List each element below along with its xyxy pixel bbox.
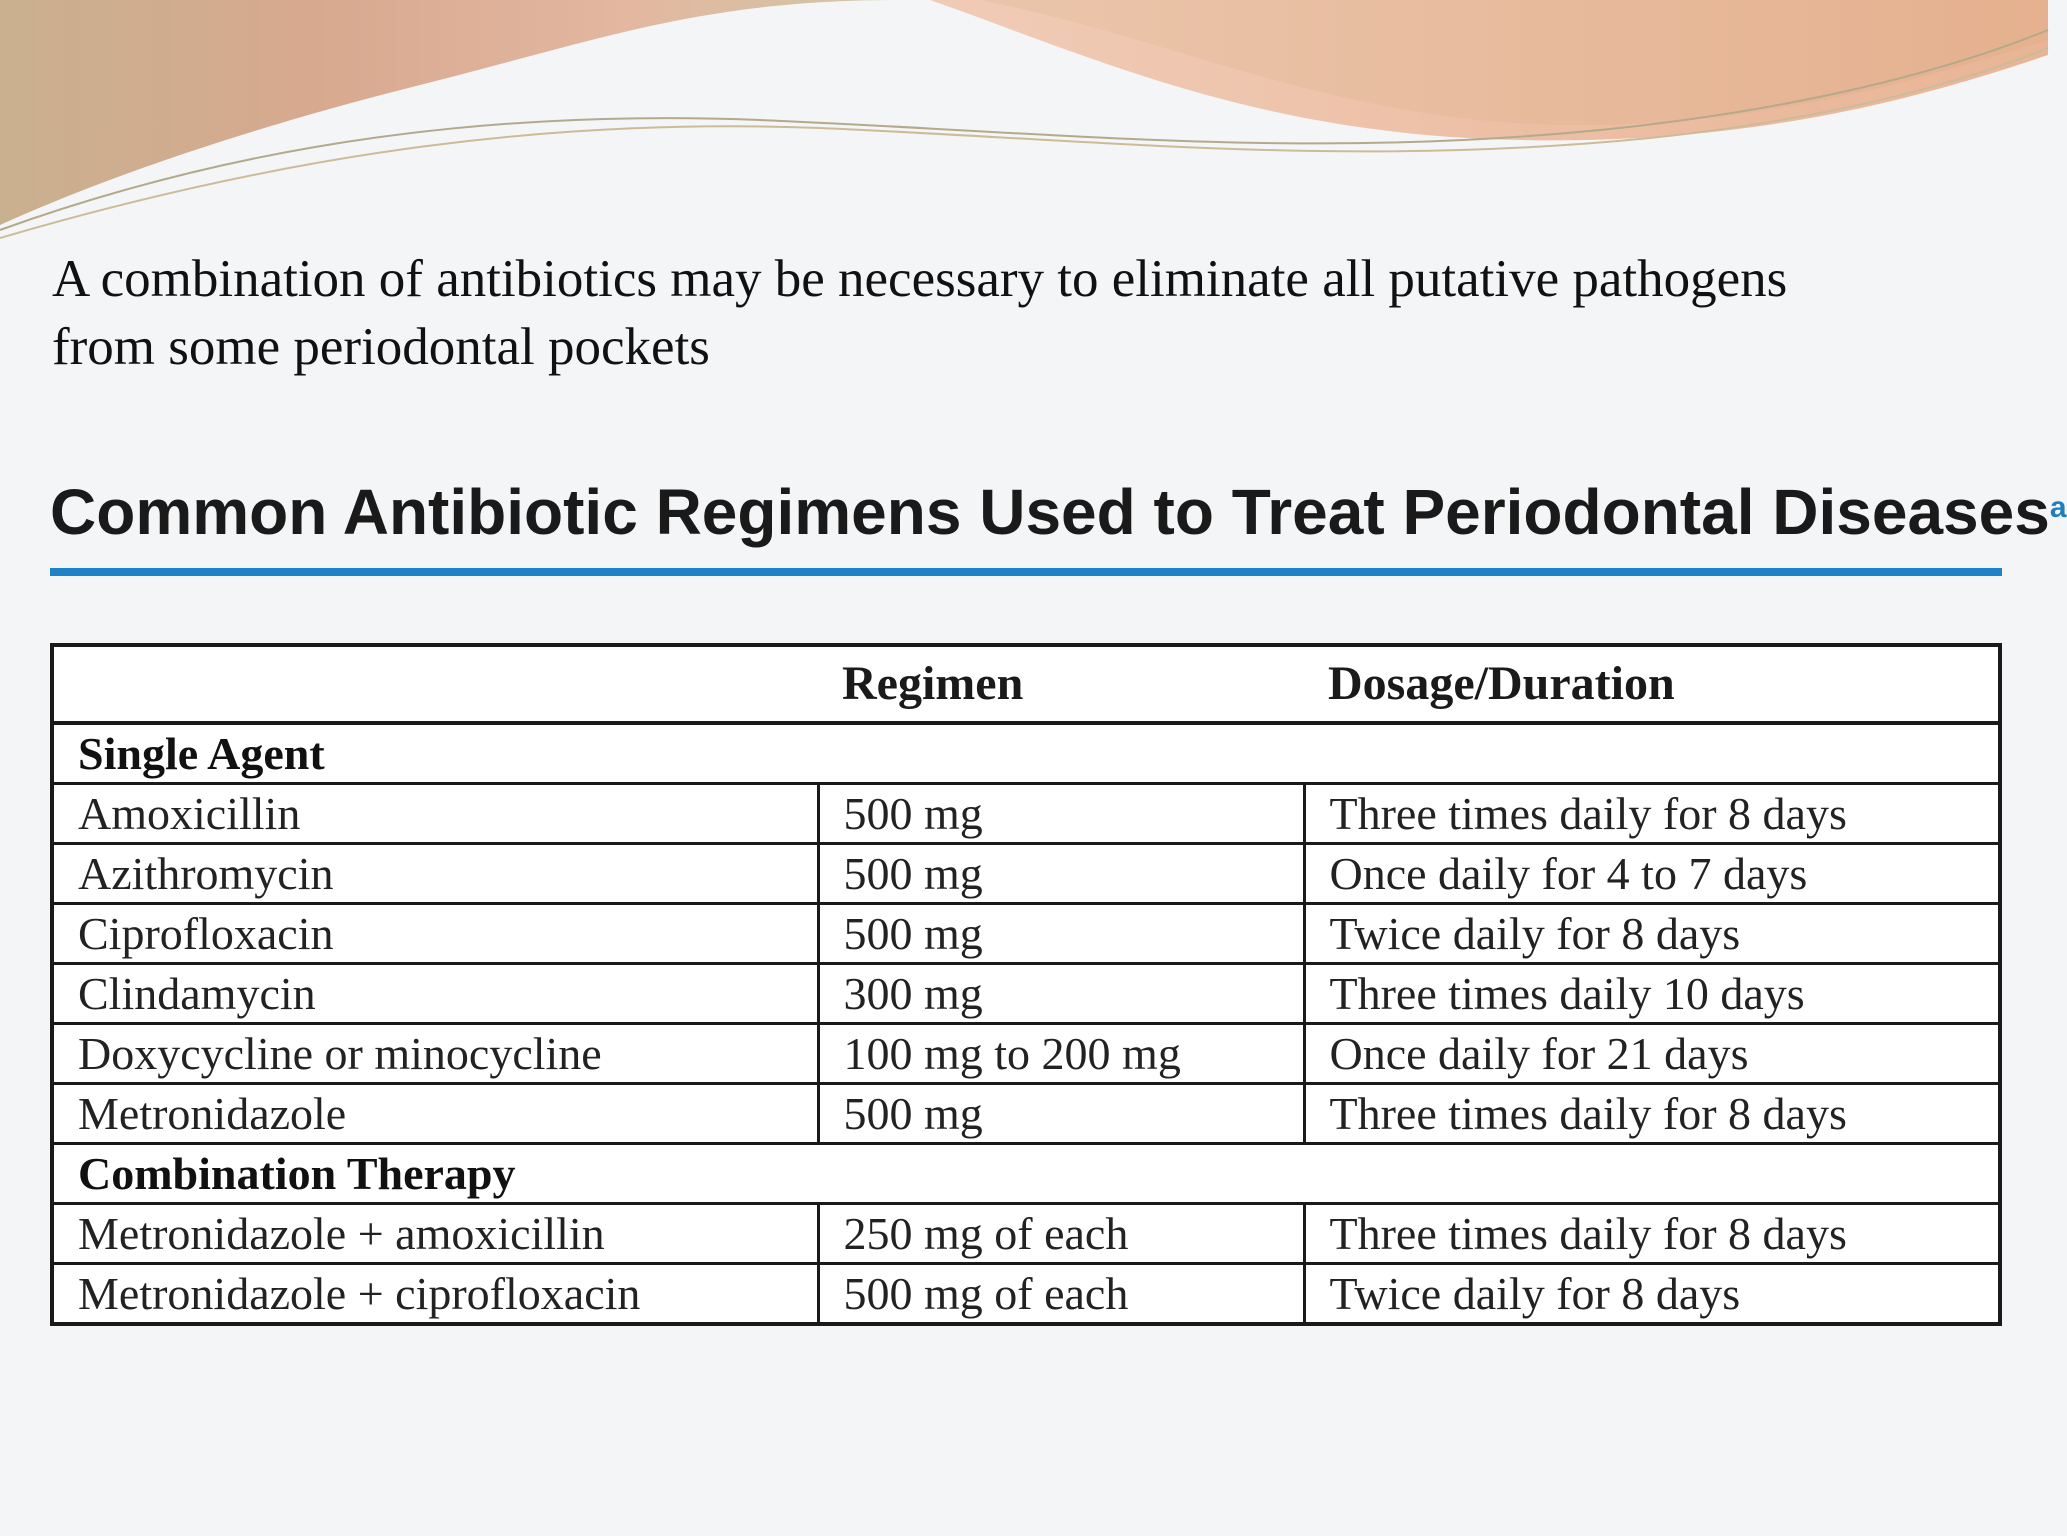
- table-row: [52, 904, 2000, 964]
- regimen-cell: 500 mg: [818, 844, 1304, 904]
- dosage-cell: Once daily for 4 to 7 days: [1304, 844, 2000, 904]
- dosage-cell: Three times daily 10 days: [1304, 964, 2000, 1024]
- drug-cell: Clindamycin: [52, 964, 818, 1024]
- table-title: [50, 470, 2067, 554]
- table-row: [52, 964, 2000, 1024]
- regimen-cell: 300 mg: [818, 964, 1304, 1024]
- dosage-cell: Three times daily for 8 days: [1304, 784, 2000, 844]
- table-row: [52, 844, 2000, 904]
- drug-cell: Metronidazole: [52, 1084, 818, 1144]
- drug-cell: Amoxicillin: [52, 784, 818, 844]
- dosage-cell: Twice daily for 8 days: [1304, 904, 2000, 964]
- intro-line-2: from some periodontal pockets: [52, 318, 710, 376]
- regimen-cell: 500 mg: [818, 904, 1304, 964]
- section-row-single-agent: [52, 723, 2000, 784]
- section-label: Single Agent: [52, 723, 2000, 784]
- table-row: [52, 1264, 2000, 1325]
- section-row-combination-therapy: [52, 1144, 2000, 1204]
- section-label: Combination Therapy: [52, 1144, 2000, 1204]
- table-row: [52, 1024, 2000, 1084]
- header-dosage-duration: Dosage/Duration: [1304, 645, 2000, 723]
- drug-cell: Metronidazole + ciprofloxacin: [52, 1264, 818, 1325]
- regimen-cell: 500 mg: [818, 1084, 1304, 1144]
- dosage-cell: Three times daily for 8 days: [1304, 1204, 2000, 1264]
- table-title-text: Common Antibiotic Regimens Used to Treat Periodontal Diseases: [50, 476, 2050, 548]
- header-regimen: Regimen: [818, 645, 1304, 723]
- intro-text: [52, 245, 2012, 381]
- table-header-row: [52, 645, 2000, 723]
- dosage-cell: Three times daily for 8 days: [1304, 1084, 2000, 1144]
- header-drug: [52, 645, 818, 723]
- footnote-marker: a: [2049, 491, 2067, 524]
- drug-cell: Metronidazole + amoxicillin: [52, 1204, 818, 1264]
- regimen-cell: 500 mg of each: [818, 1264, 1304, 1325]
- table-row: [52, 1204, 2000, 1264]
- drug-cell: Doxycycline or minocycline: [52, 1024, 818, 1084]
- regimen-cell: 100 mg to 200 mg: [818, 1024, 1304, 1084]
- drug-cell: Azithromycin: [52, 844, 818, 904]
- regimen-cell: 250 mg of each: [818, 1204, 1304, 1264]
- drug-cell: Ciprofloxacin: [52, 904, 818, 964]
- table-row: [52, 1084, 2000, 1144]
- dosage-cell: Twice daily for 8 days: [1304, 1264, 2000, 1325]
- decorative-wave-banner: [0, 0, 2048, 240]
- intro-line-1: A combination of antibiotics may be necessary to eliminate all putative pathogens: [52, 250, 1788, 308]
- table-row: [52, 784, 2000, 844]
- dosage-cell: Once daily for 21 days: [1304, 1024, 2000, 1084]
- regimen-cell: 500 mg: [818, 784, 1304, 844]
- antibiotic-regimens-table: [50, 643, 2002, 1326]
- title-underline: [50, 568, 2002, 576]
